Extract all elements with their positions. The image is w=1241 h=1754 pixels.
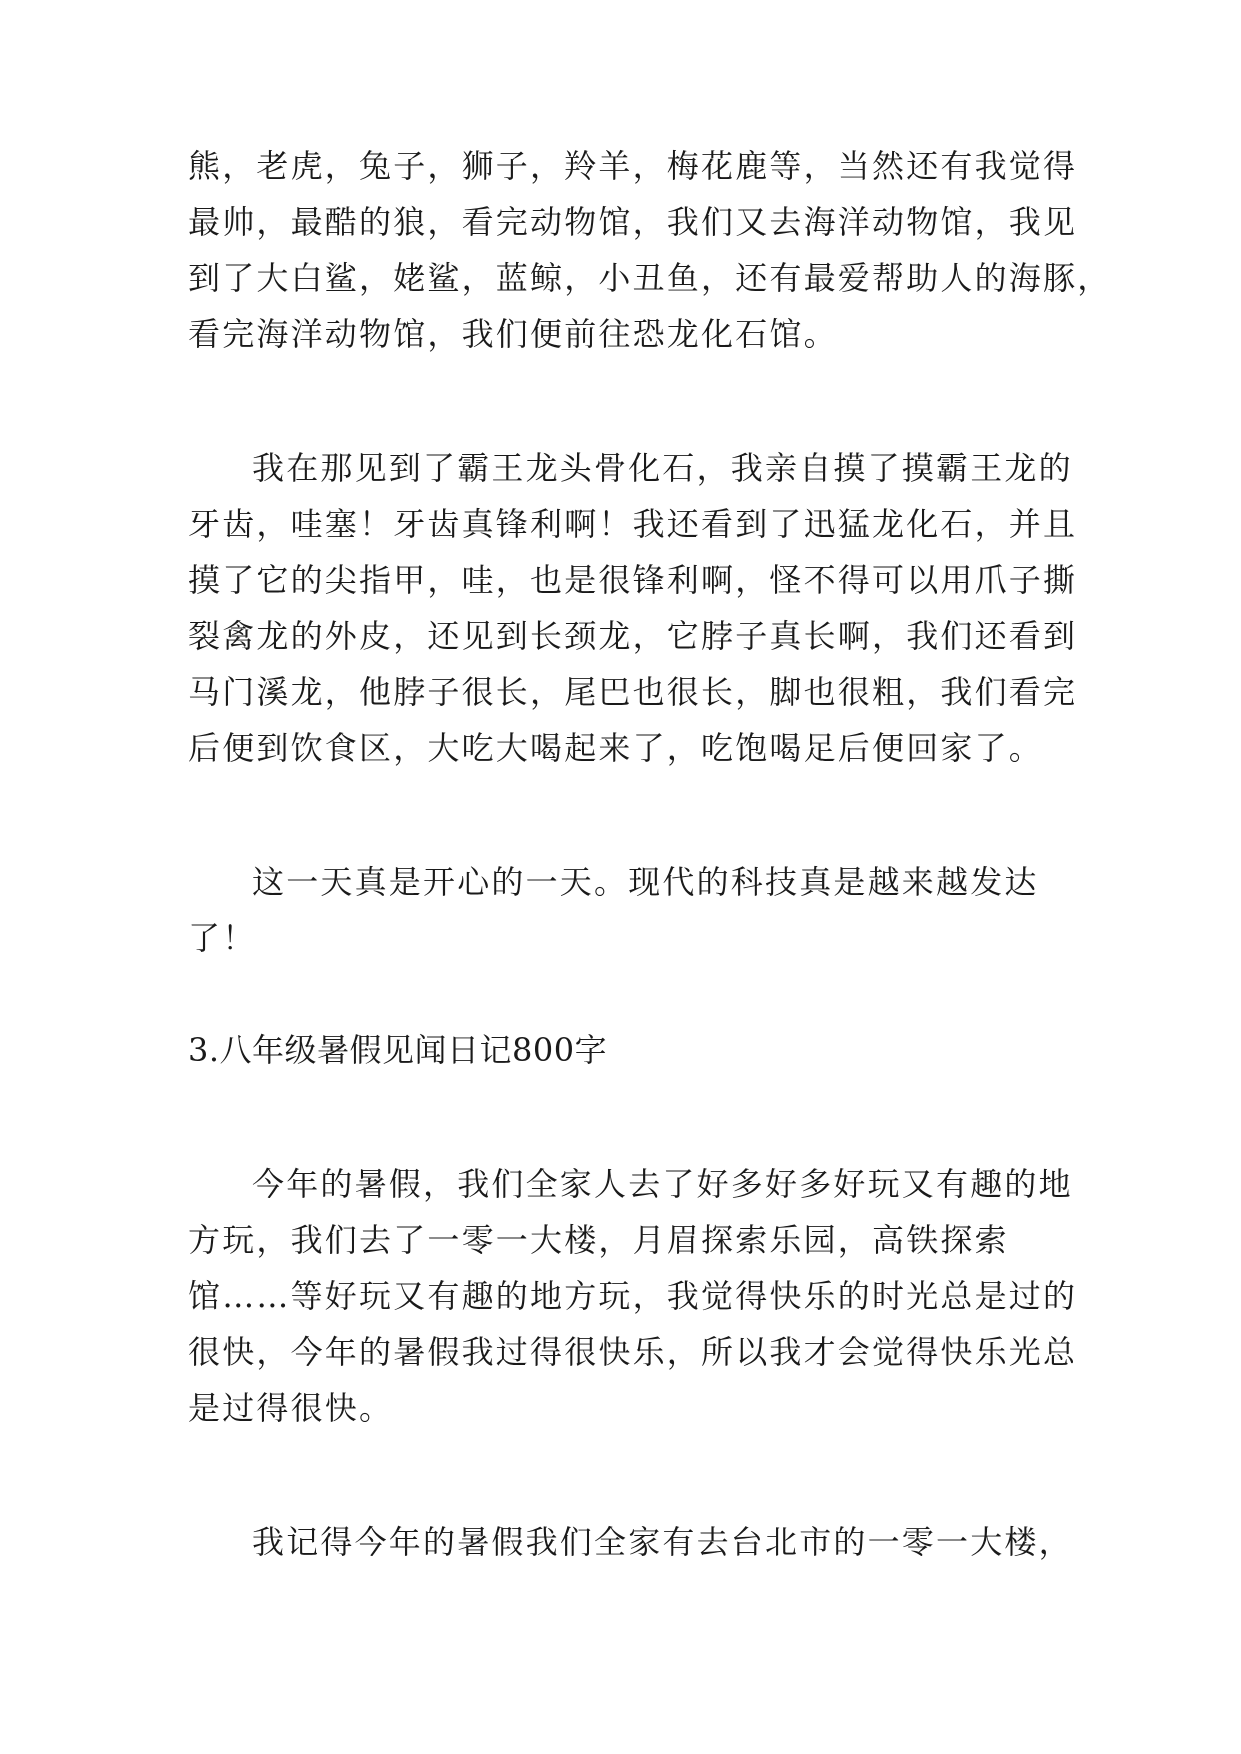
paragraph-4-line-4: 很快，今年的暑假我过得很快乐，所以我才会觉得快乐光总: [188, 1333, 1078, 1371]
paragraph-2-line-4: 裂禽龙的外皮，还见到长颈龙，它脖子真长啊，我们还看到: [188, 617, 1078, 655]
paragraph-1-line-4: 看完海洋动物馆，我们便前往恐龙化石馆。: [188, 315, 838, 353]
paragraph-2-line-2: 牙齿，哇塞！牙齿真锋利啊！我还看到了迅猛龙化石，并且: [188, 505, 1078, 543]
paragraph-1-line-2: 最帅，最酷的狼，看完动物馆，我们又去海洋动物馆，我见: [188, 203, 1078, 241]
section-heading: 3.八年级暑假见闻日记800字: [188, 1031, 608, 1069]
paragraph-2-line-5: 马门溪龙，他脖子很长，尾巴也很长，脚也很粗，我们看完: [188, 673, 1078, 711]
paragraph-4-line-1: 今年的暑假，我们全家人去了好多好多好玩又有趣的地: [252, 1165, 1073, 1203]
paragraph-1-line-3: 到了大白鲨，姥鲨，蓝鲸，小丑鱼，还有最爱帮助人的海豚，: [188, 259, 1112, 297]
paragraph-2-line-6: 后便到饮食区，大吃大喝起来了，吃饱喝足后便回家了。: [188, 729, 1044, 767]
paragraph-2-line-3: 摸了它的尖指甲，哇，也是很锋利啊，怪不得可以用爪子撕: [188, 561, 1078, 599]
paragraph-1-line-1: 熊，老虎，兔子，狮子，羚羊，梅花鹿等，当然还有我觉得: [188, 147, 1078, 185]
paragraph-3-line-2: 了！: [188, 919, 257, 957]
paragraph-4-line-2: 方玩，我们去了一零一大楼，月眉探索乐园，高铁探索: [188, 1221, 1009, 1259]
paragraph-5-line-1: 我记得今年的暑假我们全家有去台北市的一零一大楼，: [252, 1523, 1073, 1561]
paragraph-3-line-1: 这一天真是开心的一天。现代的科技真是越来越发达: [252, 863, 1039, 901]
paragraph-4-line-3: 馆……等好玩又有趣的地方玩，我觉得快乐的时光总是过的: [188, 1277, 1078, 1315]
paragraph-4-line-5: 是过得很快。: [188, 1389, 394, 1427]
paragraph-2-line-1: 我在那见到了霸王龙头骨化石，我亲自摸了摸霸王龙的: [252, 449, 1073, 487]
